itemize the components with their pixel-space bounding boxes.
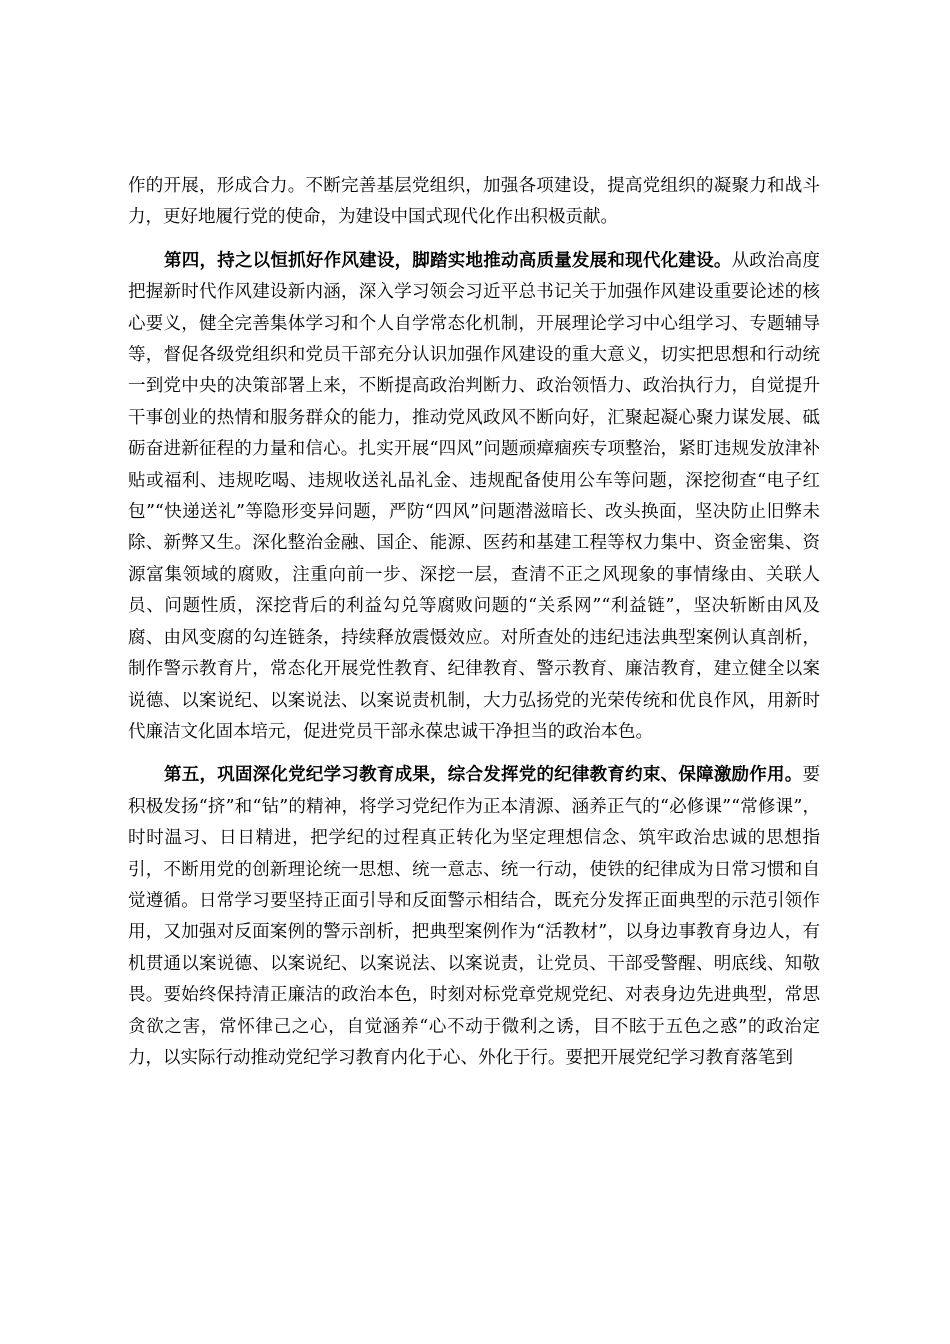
paragraph-continuation [128, 171, 820, 234]
paragraph-section-five [128, 760, 820, 1074]
section-heading: 第四，持之以恒抓好作风建设，脚踏实地推动高质量发展和现代化建设。 [164, 250, 732, 271]
paragraph-section-four [128, 246, 820, 749]
document-body [128, 171, 820, 1086]
section-heading: 第五，巩固深化党纪学习教育成果，综合发挥党的纪律教育约束、保障激励作用。 [164, 765, 803, 786]
paragraph-text: 要积极发扬“挤”和“钻”的精神，将学习党纪作为正本清源、涵养正气的“必修课”“常修课”，时时温习、日日精进，把学纪的过程真正转化为坚定理想信念、筑牢政治忠诚的思想指引，不断用党的创新理论统一思想、统一意志、统一行动，使铁的纪律成为日常习惯和自觉遵循。日常学习要坚持正面引导和反面警示相结合，既充分发挥正面典型的示范引领作用，又加强对反面案例的警示剖析，把典型案例作为“活教材”，以身边事教育身边人，有机贯通以案说德、以案说纪、以案说法、以案说责，让党员、干部受警醒、明底线、知敬畏。要始终保持清正廉洁的政治本色，时刻对标党章党规党纪、对表身边先进典型，常思贪欲之害，常怀律己之心，自觉涵养“心不动于微利之诱，目不眩于五色之惑”的政治定力，以实际行动推动党纪学习教育内化于心、外化于行。要把开展党纪学习教育落笔到 [128, 765, 820, 1068]
paragraph-text: 作的开展，形成合力。不断完善基层党组织，加强各项建设，提高党组织的凝聚力和战斗力，更好地履行党的使命，为建设中国式现代化作出积极贡献。 [128, 176, 820, 228]
paragraph-text: 从政治高度把握新时代作风建设新内涵，深入学习领会习近平总书记关于加强作风建设重要论述的核心要义，健全完善集体学习和个人自学常态化机制，开展理论学习中心组学习、专题辅导等，督促各级党组织和党员干部充分认识加强作风建设的重大意义，切实把思想和行动统一到党中央的决策部署上来，不断提高政治判断力、政治领悟力、政治执行力，自觉提升干事创业的热情和服务群众的能力，推动党风政风不断向好，汇聚起凝心聚力谋发展、砥砺奋进新征程的力量和信心。扎实开展“四风”问题顽瘴痼疾专项整治，紧盯违规发放津补贴或福利、违规吃喝、违规收送礼品礼金、违规配备使用公车等问题，深挖彻查“电子红包”“快递送礼”等隐形变异问题，严防“四风”问题潜滋暗长、改头换面，坚决防止旧弊未除、新弊又生。深化整治金融、国企、能源、医药和基建工程等权力集中、资金密集、资源富集领域的腐败，注重向前一步、深挖一层，查清不正之风现象的事情缘由、关联人员、问题性质，深挖背后的利益勾兑等腐败问题的“关系网”“利益链”，坚决斩断由风及腐、由风变腐的勾连链条，持续释放震慑效应。对所查处的违纪违法典型案例认真剖析，制作警示教育片，常态化开展党性教育、纪律教育、警示教育、廉洁教育，建立健全以案说德、以案说纪、以案说法、以案说责机制，大力弘扬党的光荣传统和优良作风，用新时代廉洁文化固本培元，促进党员干部永葆忠诚干净担当的政治本色。 [128, 250, 821, 742]
